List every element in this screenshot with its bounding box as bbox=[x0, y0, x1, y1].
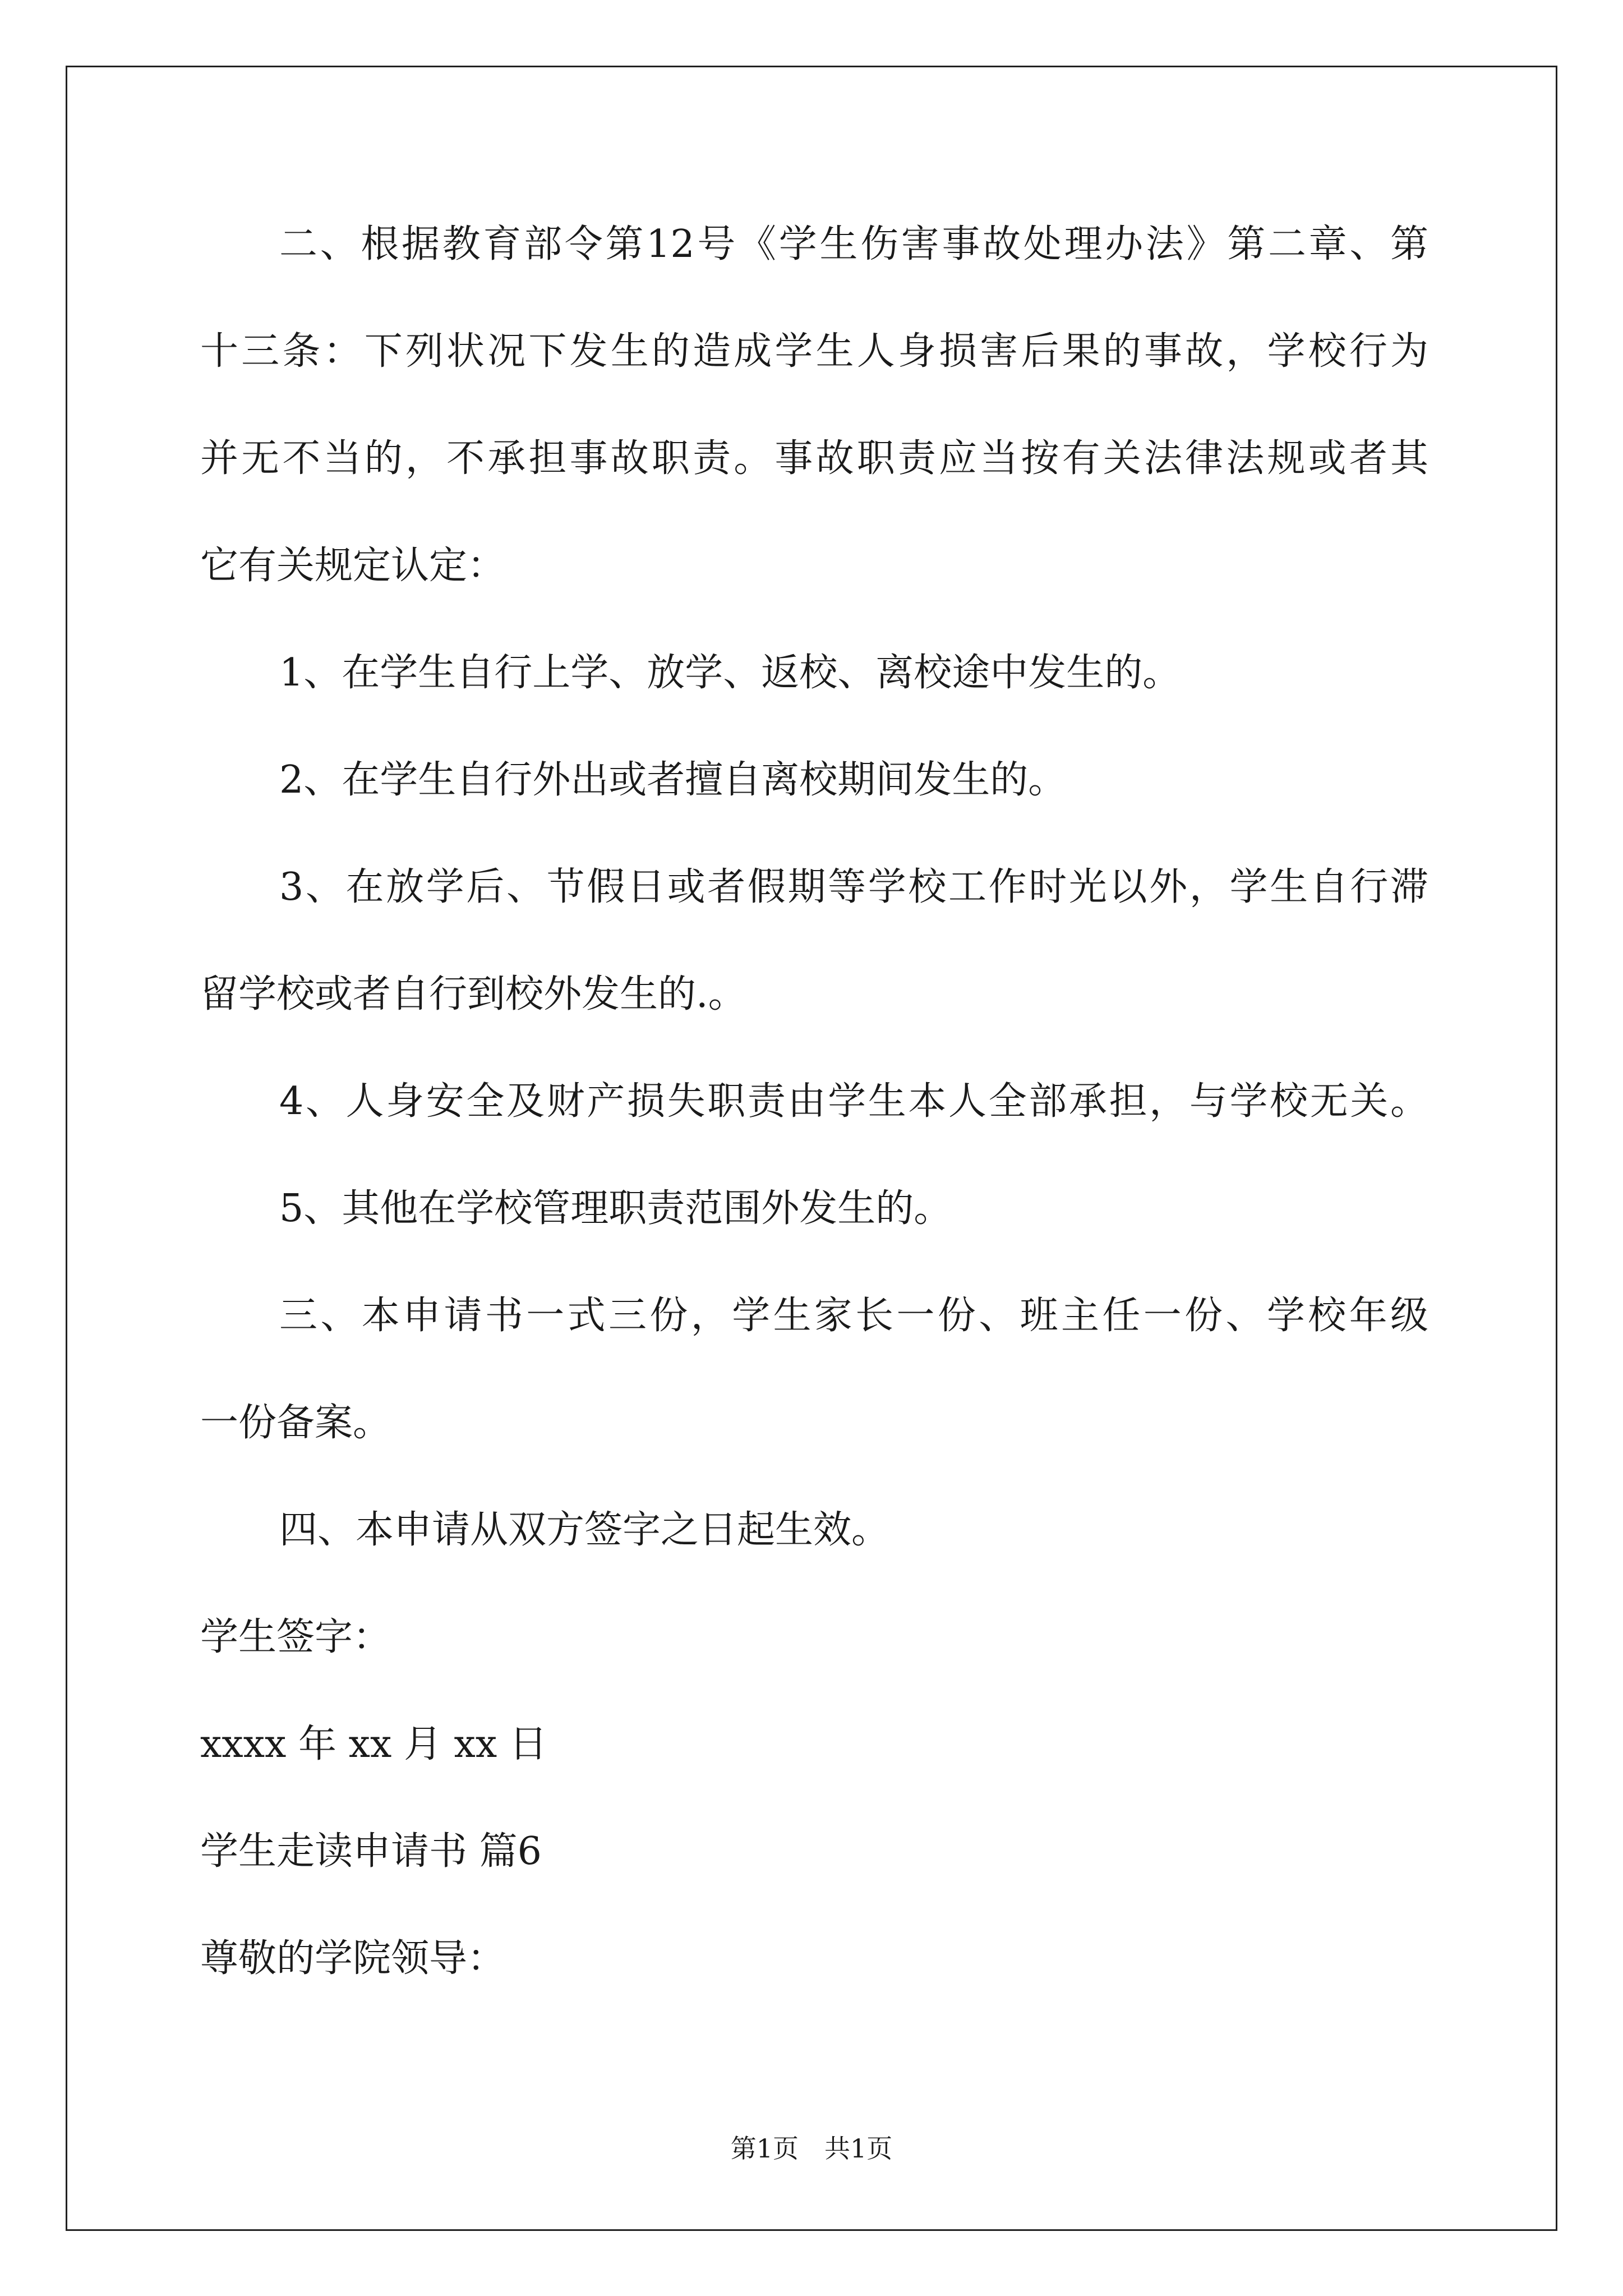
document-body bbox=[200, 191, 1428, 2012]
section-heading: 学生走读申请书 篇6 bbox=[200, 1829, 542, 1874]
salutation: 尊敬的学院领导： bbox=[200, 1936, 506, 1981]
page-number-total: 共1页 bbox=[824, 2133, 893, 2164]
paragraph-line: 十三条：下列状况下发生的造成学生人身损害后果的事故，学校行为 bbox=[200, 329, 1428, 374]
signature-label: 学生签字： bbox=[200, 1615, 391, 1659]
page-number-current: 第1页 bbox=[730, 2133, 799, 2164]
list-item: 1、在学生自行上学、放学、返校、离校途中发生的。 bbox=[279, 651, 1181, 695]
list-item: 3、在放学后、节假日或者假期等学校工作时光以外，学生自行滞 bbox=[279, 865, 1428, 909]
page-footer bbox=[0, 2132, 1623, 2165]
paragraph-line: 并无不当的，不承担事故职责。事故职责应当按有关法律法规或者其 bbox=[200, 436, 1428, 481]
paragraph-line: 一份备案。 bbox=[200, 1401, 391, 1445]
date-line: xxxx 年 xx 月 xx 日 bbox=[200, 1722, 547, 1766]
paragraph-line: 留学校或者自行到校外发生的.。 bbox=[200, 972, 746, 1016]
list-item: 4、人身安全及财产损失职责由学生本人全部承担，与学校无关。 bbox=[279, 1079, 1428, 1124]
paragraph-line: 三、本申请书一式三份，学生家长一份、班主任一份、学校年级 bbox=[279, 1294, 1428, 1338]
paragraph-line: 四、本申请从双方签字之日起生效。 bbox=[279, 1508, 890, 1552]
paragraph-line: 二、根据教育部令第12号《学生伤害事故处理办法》第二章、第 bbox=[279, 222, 1428, 266]
list-item: 5、其他在学校管理职责范围外发生的。 bbox=[279, 1186, 952, 1231]
list-item: 2、在学生自行外出或者擅自离校期间发生的。 bbox=[279, 758, 1067, 802]
paragraph-line: 它有关规定认定： bbox=[200, 544, 506, 588]
